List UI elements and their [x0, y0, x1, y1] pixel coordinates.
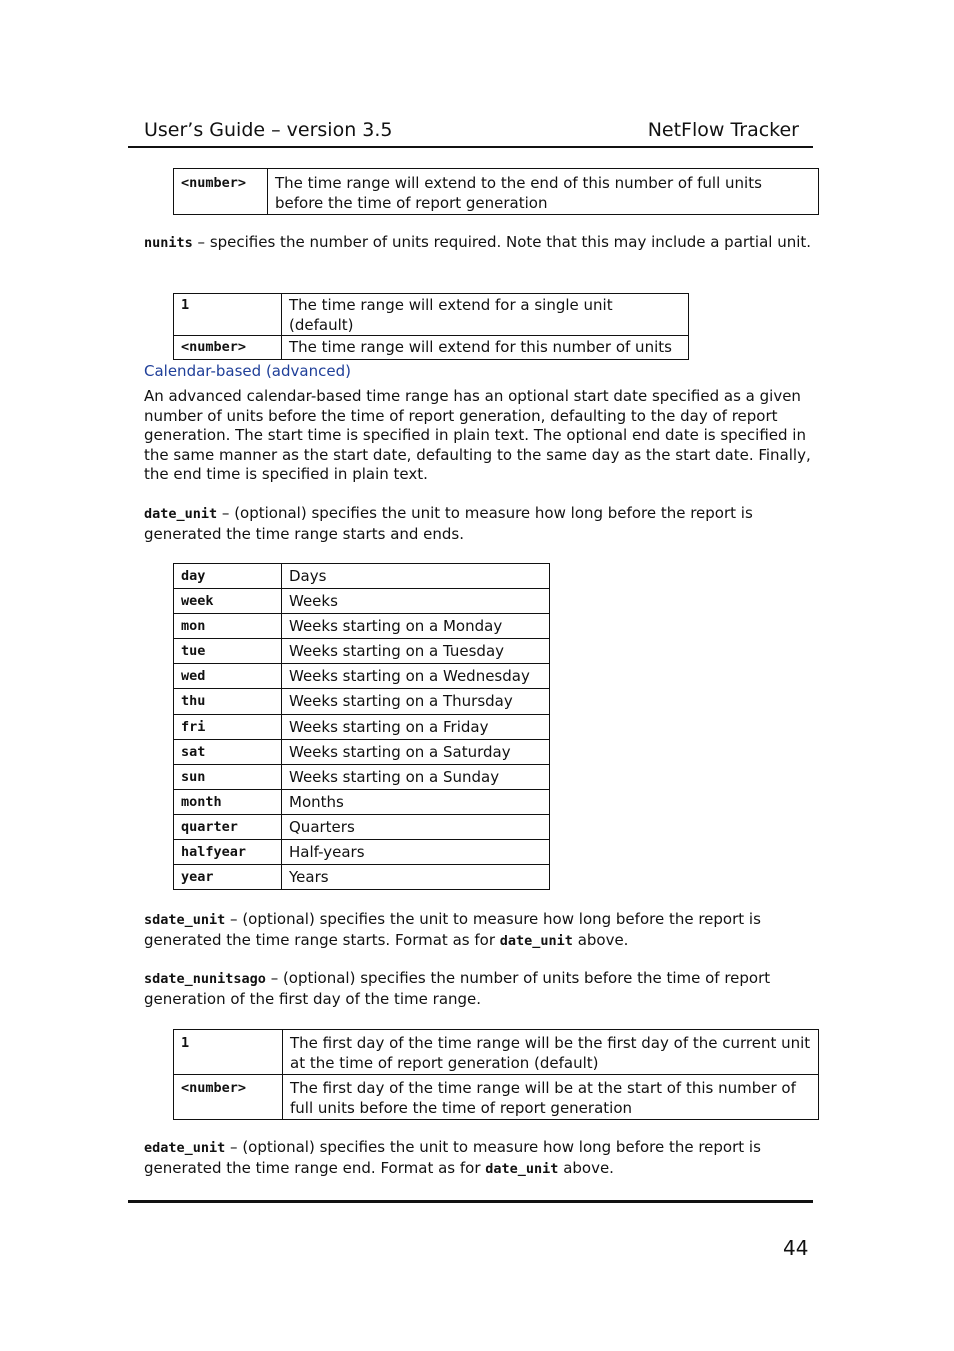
table-row: [174, 739, 550, 764]
table-row: [174, 589, 550, 614]
section-intro: An advanced calendar-based time range has an optional start date specified as a given number of units before the time of report generation, defaulting to the day of report generation. The start time is specified in plain text. The optional end date is specified in the same manner as the start date, defaulting to the same day as the start date. Finally, the end time is specified in plain text.: [144, 387, 811, 484]
option-key: mon: [174, 614, 282, 639]
product-name: NetFlow Tracker: [647, 119, 799, 141]
table-row: [174, 614, 550, 639]
param-description: – (optional) specifies the unit to measure how long before the report is generated the time range starts. Format as for: [144, 910, 761, 949]
param-term: sdate_nunitsago: [144, 971, 266, 987]
table-row: [174, 294, 689, 336]
param-description: – (optional) specifies the unit to measure how long before the report is generated the time range end. Format as for: [144, 1138, 761, 1177]
option-key: 1: [174, 1030, 283, 1075]
number-range-table: [173, 168, 819, 215]
table-row: [174, 1030, 819, 1075]
param-reference: date_unit: [485, 1160, 559, 1177]
option-key: 1: [174, 294, 282, 336]
param-description: – (optional) specifies the unit to measure how long before the report is generated the time range starts and ends.: [144, 504, 753, 543]
option-key: tue: [174, 639, 282, 664]
sdate-unit-paragraph: [144, 910, 814, 951]
option-description: Weeks starting on a Thursday: [282, 689, 550, 714]
section-heading: Calendar-based (advanced): [144, 362, 351, 380]
table-row: [174, 789, 550, 814]
option-description: Weeks: [282, 589, 550, 614]
table-row: [174, 814, 550, 839]
param-term: edate_unit: [144, 1140, 226, 1156]
sdate-nunitsago-table: [173, 1029, 819, 1120]
option-key: month: [174, 789, 282, 814]
option-key: year: [174, 865, 282, 890]
option-key: wed: [174, 664, 282, 689]
option-description: Weeks starting on a Friday: [282, 714, 550, 739]
page-number: 44: [783, 1236, 809, 1260]
page-header: [128, 118, 813, 148]
param-tail: above.: [572, 930, 629, 949]
param-term: sdate_unit: [144, 912, 226, 928]
table-row: [174, 840, 550, 865]
option-key: day: [174, 564, 282, 589]
table-row: [174, 639, 550, 664]
option-description: Weeks starting on a Tuesday: [282, 639, 550, 664]
table-row: [174, 169, 819, 215]
table-row: [174, 714, 550, 739]
option-key: week: [174, 589, 282, 614]
edate-unit-paragraph: [144, 1138, 814, 1179]
option-key: thu: [174, 689, 282, 714]
option-description: The time range will extend for this number of units: [282, 336, 689, 360]
option-key: <number>: [174, 336, 282, 360]
guide-title: User’s Guide – version 3.5: [144, 119, 393, 141]
table-row: [174, 664, 550, 689]
param-tail: above.: [558, 1158, 614, 1177]
option-description: The time range will extend for a single unit (default): [282, 294, 689, 336]
option-description: Weeks starting on a Sunday: [282, 764, 550, 789]
option-description: Weeks starting on a Monday: [282, 614, 550, 639]
option-key: sun: [174, 764, 282, 789]
option-description: Weeks starting on a Wednesday: [282, 664, 550, 689]
option-description: The first day of the time range will be the first day of the current unit at the time of report generation (default): [283, 1030, 819, 1075]
option-description: Years: [282, 865, 550, 890]
option-key: fri: [174, 714, 282, 739]
param-reference: date_unit: [499, 932, 573, 949]
option-description: Quarters: [282, 814, 550, 839]
sdate-nunitsago-paragraph: [144, 969, 814, 1009]
param-description: – (optional) specifies the number of units before the time of report generation of the first day of the time range.: [144, 969, 771, 1008]
param-term: nunits: [144, 235, 193, 251]
table-row: [174, 336, 689, 360]
date-unit-paragraph: [144, 504, 814, 544]
option-key: sat: [174, 739, 282, 764]
option-description: The time range will extend to the end of this number of full units before the time of report generation: [268, 169, 819, 215]
param-term: date_unit: [144, 506, 218, 522]
table-row: [174, 764, 550, 789]
table-row: [174, 865, 550, 890]
option-description: Half-years: [282, 840, 550, 865]
option-description: Months: [282, 789, 550, 814]
option-key: halfyear: [174, 840, 282, 865]
option-description: The first day of the time range will be at the start of this number of full units before the time of report generation: [283, 1075, 819, 1120]
table-row: [174, 564, 550, 589]
nunits-table: [173, 293, 689, 360]
table-row: [174, 1075, 819, 1120]
option-description: Weeks starting on a Saturday: [282, 739, 550, 764]
table-row: [174, 689, 550, 714]
footer-rule: [128, 1200, 813, 1203]
date-unit-table: [173, 563, 550, 890]
option-description: Days: [282, 564, 550, 589]
option-key: <number>: [174, 1075, 283, 1120]
nunits-paragraph: [144, 233, 814, 254]
option-key: <number>: [174, 169, 268, 215]
option-key: quarter: [174, 814, 282, 839]
param-description: – specifies the number of units required. Note that this may include a partial unit.: [192, 233, 812, 251]
